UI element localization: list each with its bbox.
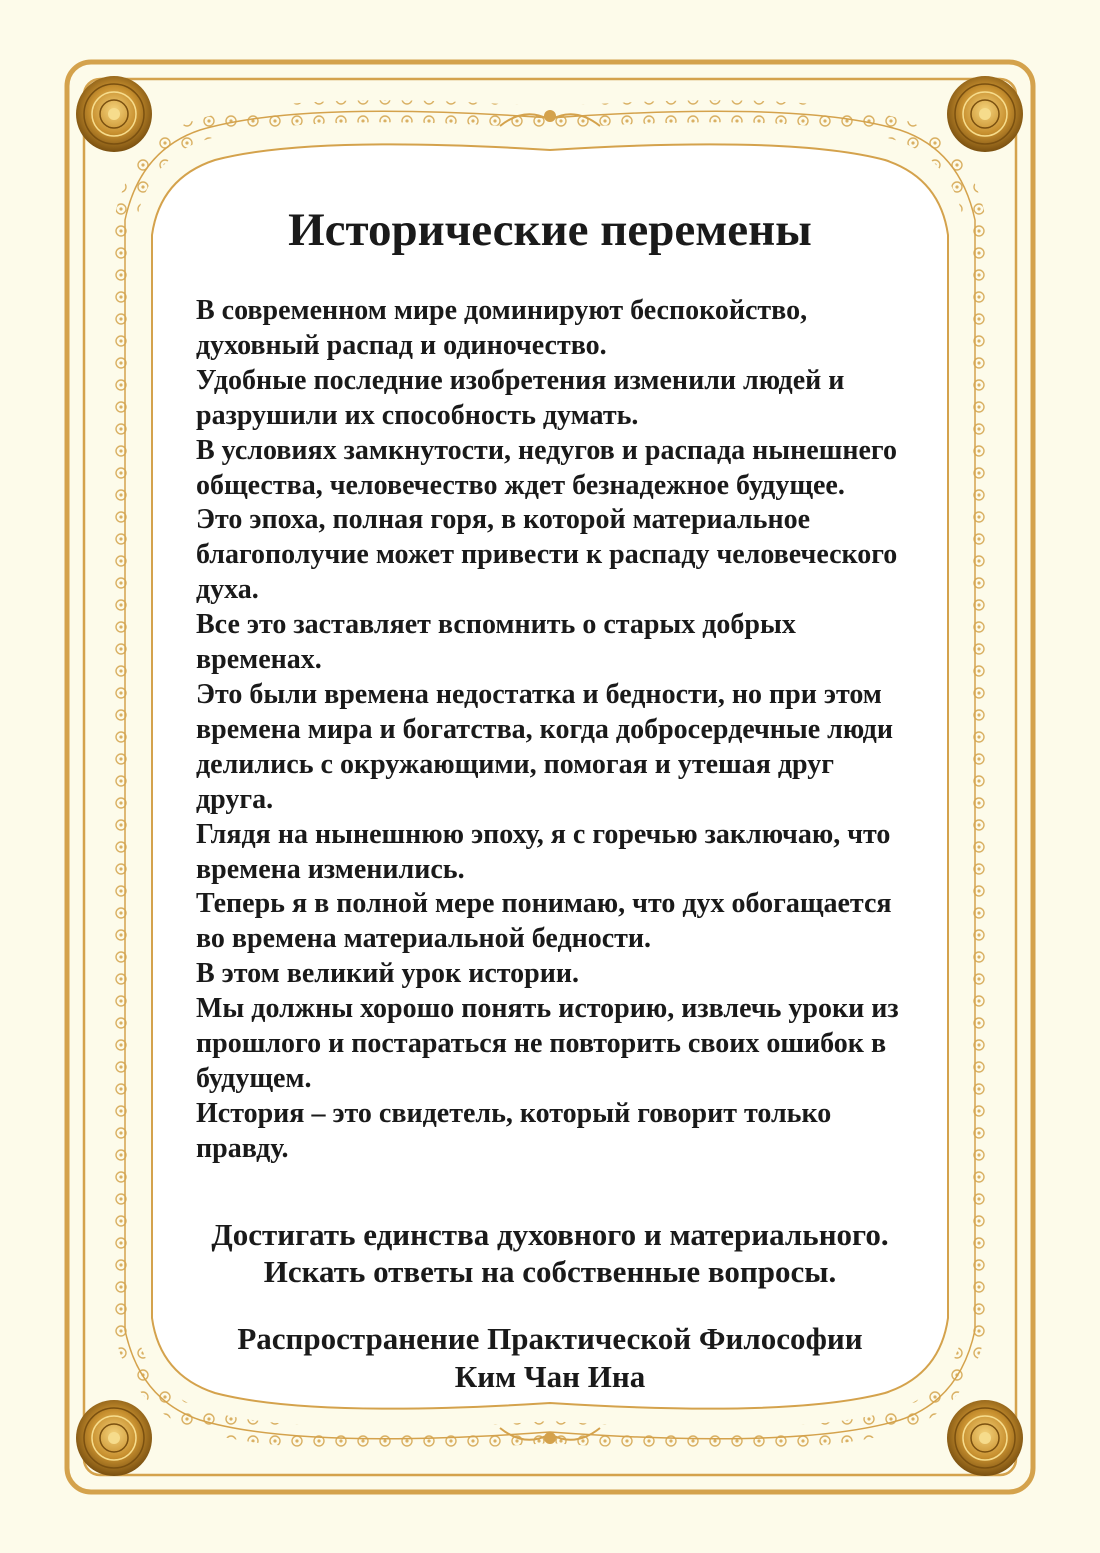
motto-text: Достигать единства духовного и материального. Искать ответы на собственные вопросы. [211, 1217, 889, 1289]
signature-text: Распространение Практической Философии Ким Чан Ина [237, 1321, 863, 1394]
body-text: В современном мире доминируют беспокойство, духовный распад и одиночество. Удобные последние изобретения изменили людей и разрушили их способность думать. В условиях замкнутости, недугов и распада нынешнего общества, человечество ждет безнадежное будущее. Это эпоха, полная горя, в которой материальное благополучие может привести к распаду человеческого духа. Все это заставляет вспомнить о старых добрых временах. Это были времена недостатка и бедности, но при этом времена мира и богатства, когда добросердечные люди делились с окружающими, помогая и утешая друг друга. Глядя на нынешнюю эпоху, я с горечью заключаю, что времена изменились. Теперь я в полной мере понимаю, что дух обогащается во времена материальной бедности. В этом великий урок истории. Мы должны хорошо понять историю, извлечь уроки из прошлого и постараться не повторить своих ошибок в будущем. История – это свидетель, который говорит только правду. [196, 295, 899, 1164]
page-title: Исторические перемены [288, 204, 812, 256]
